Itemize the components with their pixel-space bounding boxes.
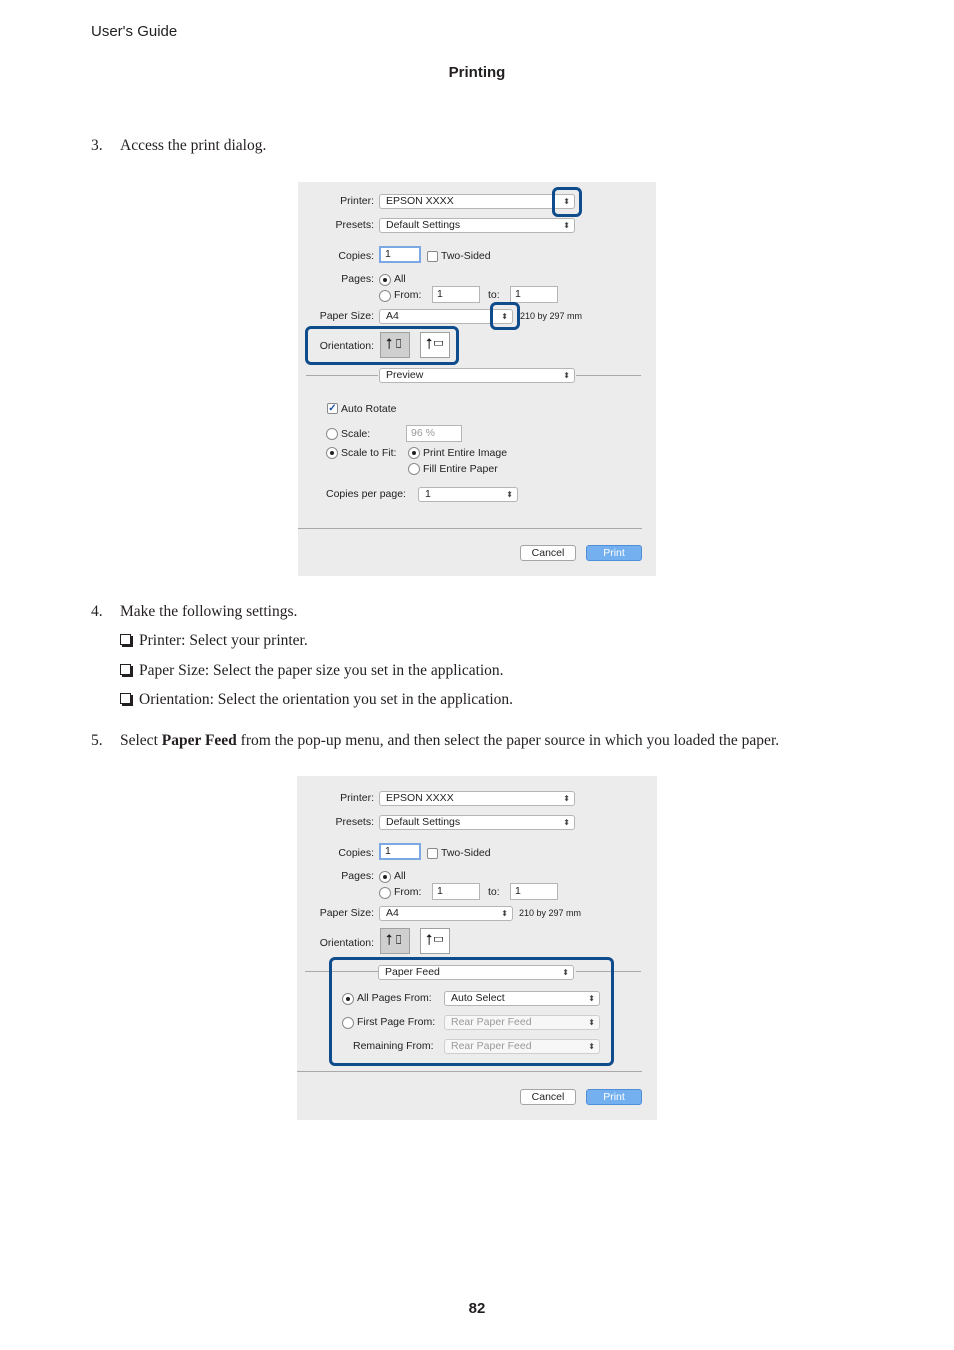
presets-value: Default Settings: [386, 219, 461, 231]
scale-field[interactable]: 96 %: [406, 425, 462, 442]
orientation-highlight: [305, 326, 459, 365]
scale-to-fit-label: Scale to Fit:: [341, 447, 397, 459]
remaining-source-value: Rear Paper Feed: [451, 1040, 532, 1052]
cancel-button[interactable]: Cancel: [520, 545, 576, 561]
pages-label: Pages:: [341, 870, 374, 882]
presets-label: Presets:: [335, 219, 374, 231]
bullet-item: [120, 662, 504, 680]
paper-size-value: A4: [386, 907, 399, 919]
pages-all-label: All: [394, 870, 406, 882]
paper-size-popup-highlight: [490, 302, 520, 330]
landscape-orientation-icon[interactable]: ⭡▭: [420, 332, 450, 358]
separator: [298, 528, 642, 529]
auto-rotate-checkbox[interactable]: ✓: [328, 403, 337, 414]
guide-title: User's Guide: [91, 23, 178, 40]
popup-arrows-icon: ⬍: [501, 312, 508, 321]
popup-arrows-icon: ⬍: [562, 968, 569, 977]
two-sided-checkbox[interactable]: [427, 251, 438, 262]
to-label: to:: [488, 289, 500, 301]
popup-arrows-icon: ⬍: [563, 221, 570, 230]
step-number: 3.: [91, 137, 103, 154]
print-dialog-paper-feed: [297, 776, 657, 1120]
bullet-box-icon: [120, 664, 131, 675]
orientation-label: Orientation:: [319, 340, 374, 352]
to-field[interactable]: 1: [510, 883, 558, 900]
pages-from-radio[interactable]: [379, 887, 391, 899]
copies-field[interactable]: 1: [379, 246, 421, 263]
first-page-from-label: First Page From:: [357, 1016, 436, 1028]
separator: [297, 1071, 642, 1072]
popup-arrows-icon: ⬍: [501, 909, 508, 918]
print-entire-image-label: Print Entire Image: [423, 447, 508, 459]
popup-arrows-icon: ⬍: [588, 994, 595, 1003]
print-button[interactable]: Print: [586, 545, 642, 561]
popup-arrows-icon: ⬍: [588, 1018, 595, 1027]
copies-label: Copies:: [338, 250, 374, 262]
all-pages-source-value: Auto Select: [451, 992, 505, 1004]
step-text: Make the following settings.: [120, 603, 298, 620]
from-field[interactable]: 1: [432, 883, 480, 900]
bullet-item: [120, 632, 308, 650]
presets-popup[interactable]: [379, 815, 575, 830]
all-pages-from-label: All Pages From:: [357, 992, 432, 1004]
printer-popup[interactable]: [379, 791, 575, 806]
bullet-box-icon: [120, 634, 131, 645]
copies-label: Copies:: [338, 847, 374, 859]
bullet-item: [120, 691, 513, 709]
section-title: Printing: [448, 64, 506, 81]
pages-from-radio[interactable]: [379, 290, 391, 302]
printer-value: EPSON XXXX: [386, 195, 454, 207]
scale-to-fit-radio[interactable]: [326, 447, 338, 459]
auto-rotate-label: Auto Rotate: [341, 403, 397, 415]
printer-popup[interactable]: [379, 194, 575, 209]
from-field[interactable]: 1: [432, 286, 480, 303]
paper-size-popup[interactable]: [379, 906, 513, 921]
portrait-orientation-icon[interactable]: ⭡▯: [380, 928, 410, 954]
printer-value: EPSON XXXX: [386, 792, 454, 804]
print-options-menu[interactable]: [379, 368, 575, 383]
bullet-box-icon: [120, 693, 131, 704]
pages-all-label: All: [394, 273, 406, 285]
step-number: 5.: [91, 732, 103, 749]
presets-value: Default Settings: [386, 816, 461, 828]
paper-size-value: A4: [386, 310, 399, 322]
copies-per-page-value: 1: [425, 488, 431, 500]
pages-all-radio[interactable]: [379, 871, 391, 883]
step-text-prefix: Select: [120, 732, 162, 749]
paper-size-label: Paper Size:: [319, 907, 374, 919]
to-field[interactable]: 1: [510, 286, 558, 303]
menu-value: Preview: [386, 369, 424, 381]
scale-radio[interactable]: [326, 428, 338, 440]
fill-entire-paper-radio[interactable]: [408, 463, 420, 475]
popup-arrows-icon: ⬍: [563, 197, 570, 206]
first-page-source-value: Rear Paper Feed: [451, 1016, 532, 1028]
orientation-label: Orientation:: [319, 937, 374, 949]
cancel-button[interactable]: Cancel: [520, 1089, 576, 1105]
remaining-from-label: Remaining From:: [353, 1040, 434, 1052]
popup-arrows-icon: ⬍: [563, 818, 570, 827]
popup-arrows-icon: ⬍: [563, 794, 570, 803]
bullet-text: Paper Size: Select the paper size you set in the application.: [139, 662, 504, 679]
step-text: [120, 732, 779, 750]
copies-field[interactable]: 1: [379, 843, 421, 860]
to-label: to:: [488, 886, 500, 898]
landscape-orientation-icon[interactable]: ⭡▭: [420, 928, 450, 954]
paper-size-label: Paper Size:: [319, 310, 374, 322]
step-number: 4.: [91, 603, 103, 620]
scale-label: Scale:: [341, 428, 371, 440]
presets-popup[interactable]: [379, 218, 575, 233]
copies-per-page-label: Copies per page:: [326, 488, 406, 500]
pages-all-radio[interactable]: [379, 274, 391, 286]
two-sided-label: Two-Sided: [441, 250, 491, 262]
pages-label: Pages:: [341, 273, 374, 285]
printer-label: Printer:: [340, 792, 374, 804]
print-button[interactable]: Print: [586, 1089, 642, 1105]
printer-label: Printer:: [340, 195, 374, 207]
bullet-text: Orientation: Select the orientation you set in the application.: [139, 691, 514, 708]
menu-value: Paper Feed: [385, 966, 440, 978]
from-label: From:: [394, 289, 422, 301]
step-text-suffix: from the pop-up menu, and then select the paper source in which you loaded the paper.: [236, 732, 780, 749]
separator: [576, 375, 641, 376]
two-sided-label: Two-Sided: [441, 847, 491, 859]
presets-label: Presets:: [335, 816, 374, 828]
from-label: From:: [394, 886, 422, 898]
page-number: 82: [468, 1300, 486, 1317]
portrait-orientation-icon[interactable]: ⭡▯: [380, 332, 410, 358]
printer-popup-highlight: [552, 187, 582, 217]
popup-arrows-icon: ⬍: [588, 1042, 595, 1051]
bullet-text: Printer: Select your printer.: [139, 632, 308, 649]
print-dialog-preview: [298, 182, 656, 576]
step-text: Access the print dialog.: [120, 137, 267, 154]
print-entire-image-radio[interactable]: [408, 447, 420, 459]
separator: [306, 375, 378, 376]
paper-dimensions: 210 by 297 mm: [519, 908, 582, 918]
fill-entire-paper-label: Fill Entire Paper: [423, 463, 498, 475]
paper-dimensions: 210 by 297 mm: [520, 311, 583, 321]
paper-feed-highlight: [329, 957, 614, 1066]
paper-feed-term: Paper Feed: [161, 732, 237, 749]
popup-arrows-icon: ⬍: [506, 490, 513, 499]
two-sided-checkbox[interactable]: [427, 848, 438, 859]
popup-arrows-icon: ⬍: [563, 371, 570, 380]
copies-per-page-popup[interactable]: [418, 487, 518, 502]
